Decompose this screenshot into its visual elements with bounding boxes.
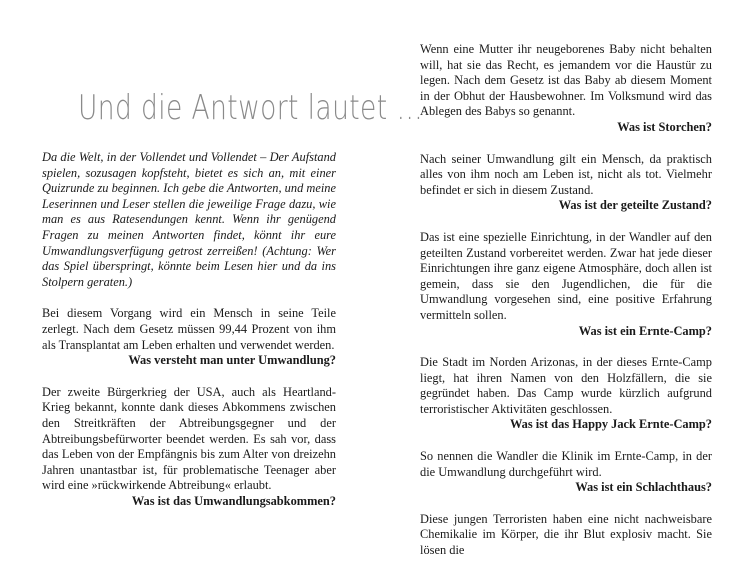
intro-block	[42, 150, 336, 290]
question-text: Was ist das Umwandlungsabkommen?	[131, 493, 336, 508]
answer-text: Bei diesem Vorgang wird ein Mensch in seine Teile zerlegt. Nach dem Gesetz müssen 99,44 Prozent von ihm als Transplantat am Leben erhalten und verwendet werden.	[42, 306, 336, 352]
left-column	[42, 150, 336, 525]
quiz-entry	[42, 306, 336, 368]
answer-text: Wenn eine Mutter ihr neugeborenes Baby nicht behalten will, hat sie das Recht, es jemandem vor die Haustür zu legen. Nach dem Gesetz ist das Baby ab diesem Moment in der Obhut der Hausbewohner. Im Volksmund wird das Ablegen des Babys so genannt.	[420, 42, 712, 119]
question-text: Was ist das Happy Jack Ernte-Camp?	[509, 417, 712, 432]
question-text: Was ist Storchen?	[617, 119, 712, 134]
answer-text: Die Stadt im Norden Arizonas, in der dieses Ernte-Camp liegt, hat ihren Namen von den Holzfällern, die sie gegründet haben. Das Camp wurde kürzlich aufgrund terroristischer Aktivitäten geschlossen.	[420, 355, 712, 416]
answer-text: So nennen die Wandler die Klinik im Ernte-Camp, in der die Umwandlung durchgeführt wird.	[420, 449, 712, 479]
chapter-title: Und die Antwort lautet …	[78, 88, 424, 128]
answer-text: Der zweite Bürgerkrieg der USA, auch als Heartland-Krieg bekannt, konnte dank dieses Abkommens zwischen den Streitkräften der Abtreibungsgegner und der Abtreibungsbefürworter beendet werden. Es sah vor, dass das Leben von der Empfängnis bis zum Alter von dreizehn Jahren unantastbar ist, für problematische Teenager aber wird eine »rückwirkende Abtreibung« erlaubt.	[42, 384, 336, 493]
quiz-entry	[42, 385, 336, 510]
answer-text: Diese jungen Terroristen haben eine nicht nachweisbare Chemikalie im Körper, die ihr Blut explosiv macht. Sie lösen die	[420, 511, 712, 558]
quiz-entry	[420, 355, 712, 433]
intro-paragraph: Da die Welt, in der Vollendet und Vollendet – Der Aufstand spielen, sozusagen kopfsteht, bietet es sich an, mit einer Quizrunde zu beginnen. Ich gebe die Antworten, und meine Leserinnen und Leser stellen die jeweilige Frage dazu, wie man es aus Ratesendungen kennt. Wenn ihr genügend Fragen zu meinen Antworten findet, könnt ihr eure Umwandlungsverfügung getrost zerreißen! (Achtung: Wer das Spiel überspringt, könnte beim Lesen hier und da ins Stolpern geraten.)	[42, 150, 336, 289]
question-text: Was ist der geteilte Zustand?	[558, 198, 712, 213]
right-page	[375, 0, 750, 570]
right-column	[420, 42, 712, 575]
question-text: Was ist ein Schlachthaus?	[575, 480, 712, 495]
quiz-entry	[420, 42, 712, 136]
answer-text: Das ist eine spezielle Einrichtung, in der Wandler auf den geteilten Zustand vorbereitet werden. Zwar hat jede dieser Einrichtungen ihre ganz eigene Atmosphäre, doch allen ist gemein, dass sie den Jugendlichen, die für die Umwandlung vorgesehen sind, eine positive Erfahrung vermitteln sollen.	[420, 229, 712, 322]
question-text: Was ist ein Ernte-Camp?	[578, 323, 712, 338]
quiz-entry	[420, 512, 712, 559]
quiz-entry	[420, 152, 712, 214]
quiz-entry	[420, 230, 712, 339]
answer-text: Nach seiner Umwandlung gilt ein Mensch, da praktisch alles von ihm noch am Leben ist, nicht als tot. Vielmehr befindet er sich in diesem Zustand.	[420, 151, 712, 197]
quiz-entry	[420, 449, 712, 496]
question-text: Was versteht man unter Umwandlung?	[128, 353, 336, 368]
